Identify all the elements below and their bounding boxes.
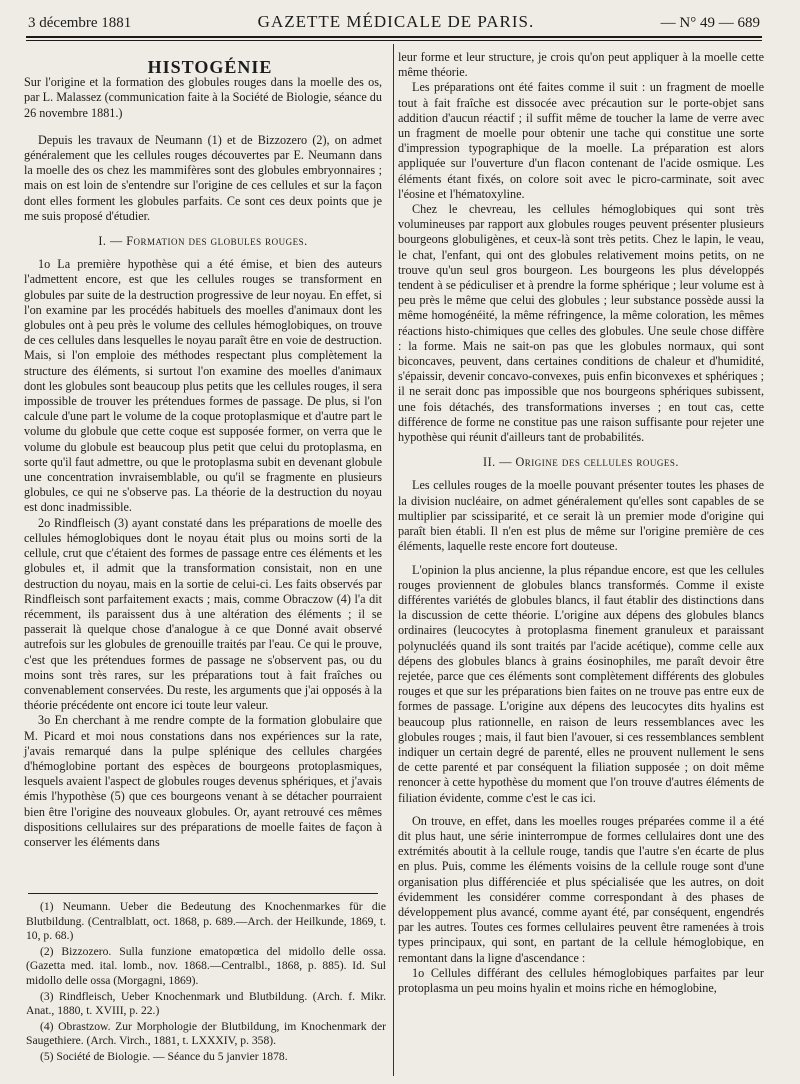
paragraph: Les cellules rouges de la moelle pouvant présenter toutes les phases de la division nucléaire, on admet généralement qu'elles sont capables de se multiplier par scissiparité, et ce serait là un premier mode d'origine qui paraît bien établi. Il n'en est plus de même sur l'origine première de ces éléments, laquelle reste encore fort douteuse. [398, 478, 764, 554]
footnote: (1) Neumann. Ueber die Bedeutung des Knochenmarkes für die Blutbildung. (Centralblatt, oct. 1868, p. 689.—Arch. der Heilkunde, 1869, t. 10, p. 68.) [26, 900, 386, 943]
paragraph: 1o La première hypothèse qui a été émise, et bien des auteurs l'admettent encore, est que les cellules rouges se transforment en globules par suite de la destruction progressive de leur noyau. En effet, si l'on examine par les procédés habituels des moelles d'animaux dont les globules ont à peu près le volume des cellules hémoglobiques, on trouve de ces cellules dans lesquelles le noyau paraît être en voie de destruction. Mais, si l'on emploie des méthodes respectant plus complètement la structure des éléments, si surtout l'on examine des moelles d'animaux dont les globules sont beaucoup plus petits que les cellules rouges, il sera impossible de trouver les prétendues formes de passage. De plus, si l'on calcule d'une part le volume de la coque protoplasmique et d'autre part le volume du globule que cette coque est supposée former, on verra que le volume du globule est beaucoup plus petit que celui du protoplasma, en sorte qu'il faut admettre, ou que le protoplasma subit en devenant globule une concentration invraisemblable, ou qu'il se fragmente en plusieurs globules, ce qui ne s'observe pas. La théorie de la destruction du noyau est donc inadmissible. [24, 257, 382, 515]
paragraph: leur forme et leur structure, je crois qu'on peut appliquer à la moelle cette même théorie. [398, 50, 764, 80]
footnotes-rule [28, 893, 378, 894]
left-column [24, 57, 382, 850]
paragraph: Les préparations ont été faites comme il suit : un fragment de moelle tout à fait fraîche est dissocée avec précaution sur le porte-objet sans addition d'aucun réactif ; il suffit même de toucher la lame de verre avec un fragment de moelle pour obtenir une tache qui constitue une sorte d'impression typographique de la moelle. La préparation est alors appliquée sur l'ouverture d'un flacon contenant de l'acide osmique. Les éléments étant fixés, on colore soit avec le picro-carminate, soit avec l'éosine et l'hématoxyline. [398, 80, 764, 201]
article-title: HISTOGÉNIE [147, 57, 273, 77]
footnote: (4) Obrastzow. Zur Morphologie der Blutbildung, im Knochenmark der Saugethiere. (Arch. Virch., 1881, t. LXXXIV, p. 358). [26, 1019, 386, 1048]
paragraph: Chez le chevreau, les cellules hémoglobiques qui sont très volumineuses par rapport aux globules rouges peuvent présenter plusieurs bourgeons globuligènes, et ceux-là sont très petits. Chez le lapin, le veau, le chat, l'enfant, qui ont des globules relativement moins petits, on ne trouve qu'un seul gros bourgeon. Les bourgeons les plus développés tendent à se pédiculiser et à prendre la forme sphérique ; leur volume est à peu près le même que celui des globules ; leur substance possède aussi la même homogénéité, la même réfringence, la même coloration, les mêmes réactions histo-chimiques que celles des globules. Une seule chose diffère : la forme. Mais ne sait-on pas que les globules normaux, qui sont biconcaves, peuvent, dans certaines conditions de chaleur et d'humidité, s'épaissir, devenir concavo-convexes, puis enfin biconvexes et sphériques ; il ne serait donc pas impossible que nos bourgeons sphériques subissent, une fois détachés, des transformations inverses ; en tout cas, cette différence de forme ne constitue pas une raison suffisante pour rejeter une hypothèse qui réunit d'ailleurs tant de probabilités. [398, 202, 764, 445]
paragraph: 3o En cherchant à me rendre compte de la formation globulaire que M. Picard et moi nous constations dans nos expériences sur la rate, j'avais remarqué dans la pulpe splénique des cellules chargées d'hémoglobine portant des espèces de bourgeons protoplasmiques, lesquels avaient l'aspect de globules rouges devenus sphériques, et j'avais émis l'hypothèse (5) que ces bourgeons venant à se détacher pourraient bien être l'origine des nouveaux globules. Or, ayant retrouvé ces mêmes dispositions cellulaires sur des préparations de moelle faites de façon à conserver les éléments dans [24, 713, 382, 849]
header-date: 3 décembre 1881 [28, 15, 132, 31]
section-heading: I. — Formation des globules rouges. [98, 234, 308, 249]
header-number: — N° 49 — 689 [660, 15, 760, 31]
paragraph: 2o Rindfleisch (3) ayant constaté dans les préparations de moelle des cellules hémoglobiques dont le noyau était plus ou moins sorti de la cellule, crut que c'étaient des formes de passage entre ces éléments et les globules et, il admit que la transformation consistait, non en une destruction du noyau, mais en la sortie de celui-ci. Les faits observés par Rindfleisch sont parfaitement exacts ; mais, comme Obraczow (4) l'a dit récemment, ils paraissent dus à une altération des éléments ; il se passerait là quelque chose d'analogue à ce que Donné avait observé autrefois sur les globules de grenouille traités par l'eau. Ce qui le prouve, c'est que les prétendues formes de passage ne s'observent pas, ou du moins sont très rares, sur les préparations tout à fait fraîches ou convenablement conservées. Du reste, les arguments que j'ai opposés à la théorie précédente ont encore ici toute leur valeur. [24, 515, 382, 713]
paragraph: L'opinion la plus ancienne, la plus répandue encore, est que les cellules rouges proviennent de globules blancs transformés. Comme il existe différentes variétés de globules blancs, il faut établir des distinctions dans la discussion de cette théorie. L'origine aux dépens des globules blancs ordinaires (leucocytes à protoplasma finement granuleux et paraissant polynucléés quand ils sont traités par l'acide acétique), comme celle aux dépens des globules blancs à grains éosinophiles, me paraît devoir être rejetée, parce que ces éléments sont complètement différents des globules rouges et que sur les préparations bien faites on ne trouve pas entre eux de formes de passage. L'origine aux dépens des leucocytes dits hyalins est beaucoup plus rationnelle, en raison de leurs ressemblances avec les globules rouges ; mais, il faut bien l'avouer, si ces ressemblances semblent indiquer un certain degré de parenté, elles ne prouvent nullement le sens de cette parenté et par conséquent la filiation supposée ; on doit même renoncer à cette hypothèse du moment que l'on trouve d'autres éléments de filiation évidente, comme c'est le cas ici. [398, 562, 764, 805]
header-title: GAZETTE MÉDICALE DE PARIS. [257, 12, 535, 31]
paragraph: On trouve, en effet, dans les moelles rouges préparées comme il a été dit plus haut, une série ininterrompue de formes cellulaires dont une des extrémités aboutit à la cellule rouge, tandis que l'autre s'en écarte de plus en plus. Puis, comme les éléments voisins de la cellule rouge sont d'une organisation plus différenciée et plus spécialisée que les autres, on doit évidemment les considérer comme correspondant à des phases de développement plus avancé, comme ayant été, par conséquent, engendrés par les autres. Toutes ces formes cellulaires peuvent être ramenées à trois types principaux, qui sont, en partant de la cellule hémoglobique, en remontant dans la ligne d'ascendance : [398, 813, 764, 965]
page-header [28, 6, 760, 32]
column-divider [393, 44, 394, 1076]
footnote: (3) Rindfleisch, Ueber Knochenmark und Blutbildung. (Arch. f. Mikr. Anat., 1880, t. XVIII, p. 22.) [26, 989, 386, 1018]
header-rule [26, 36, 762, 41]
paragraph: Depuis les travaux de Neumann (1) et de Bizzozero (2), on admet généralement que les cellules rouges découvertes par E. Neumann dans la moelle des os chez les mammifères sont des globules embryonnaires ; mais on est loin de s'entendre sur l'origine de ces cellules et sur la façon dont elles forment les globules parfaits. Ce sont ces deux points que je me suis proposé d'étudier. [24, 132, 382, 223]
footnote: (2) Bizzozero. Sulla funzione ematopœtica del midollo delle ossa. (Gazetta med. ital. lomb., nov. 1868.—Centralbl., 1868, p. 885). Id. Sul midollo delle ossa (Morgagni, 1869). [26, 944, 386, 987]
footnote: (5) Société de Biologie. — Séance du 5 janvier 1878. [40, 1049, 288, 1063]
section-heading: II. — Origine des cellules rouges. [483, 455, 679, 470]
footnotes [26, 900, 386, 1066]
right-column [398, 50, 764, 996]
paragraph: 1o Cellules différant des cellules hémoglobiques parfaites par leur protoplasma un peu moins hyalin et moins riche en hémoglobine, [398, 965, 764, 995]
article-subtitle: Sur l'origine et la formation des globules rouges dans la moelle des os, par L. Malassez (communication faite à la Société de Biologie, séance du 26 novembre 1881.) [24, 75, 382, 120]
